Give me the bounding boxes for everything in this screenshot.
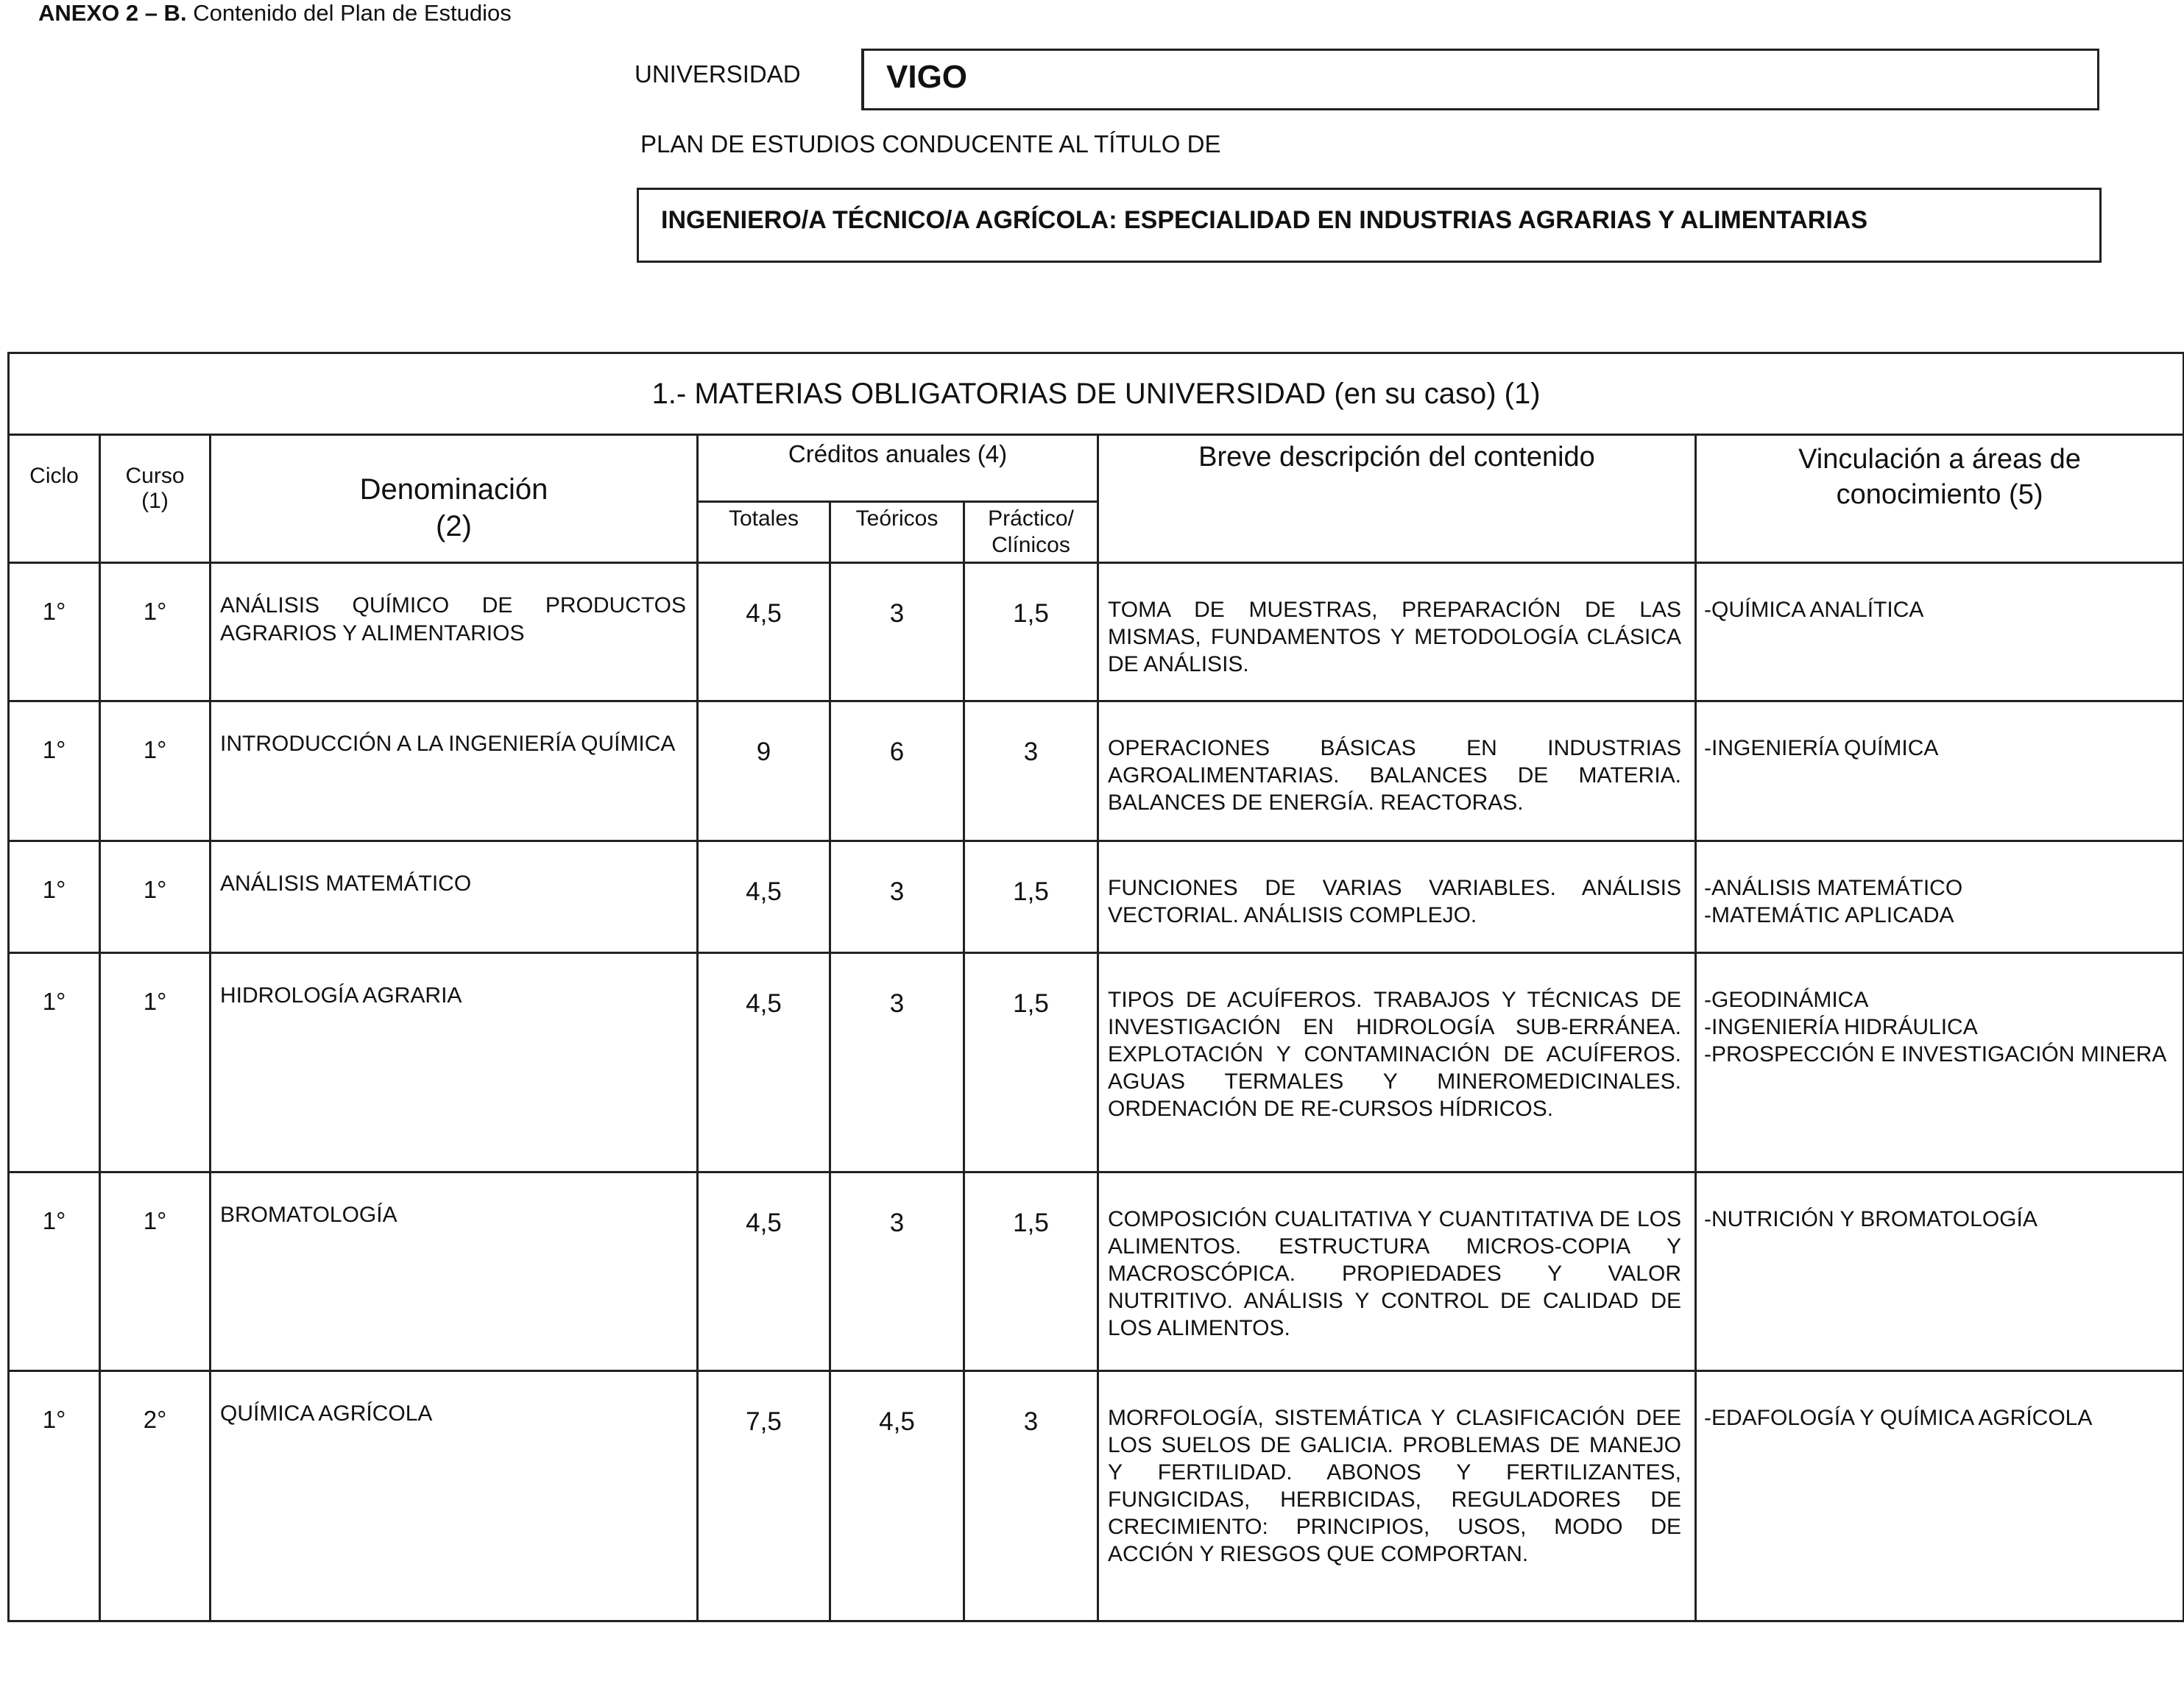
university-label: UNIVERSIDAD — [635, 60, 801, 88]
header-denominacion — [211, 435, 698, 563]
header-totales: Totales — [698, 502, 830, 563]
cell-curso: 1° — [100, 701, 211, 841]
header-curso-note: (1) — [141, 489, 169, 513]
header-curso-label: Curso — [125, 464, 185, 488]
header-ciclo-label: Ciclo — [29, 464, 79, 488]
cell-denominacion: ANÁLISIS MATEMÁTICO — [211, 841, 698, 953]
plan-label: PLAN DE ESTUDIOS CONDUCENTE AL TÍTULO DE — [640, 130, 1221, 158]
cell-practicos: 1,5 — [964, 953, 1098, 1172]
cell-curso: 1° — [100, 563, 211, 701]
cell-curso: 1° — [100, 1172, 211, 1371]
cell-areas — [1696, 701, 2184, 841]
cell-practicos: 1,5 — [964, 563, 1098, 701]
annex-label: ANEXO 2 – B. — [38, 0, 187, 26]
section-title: 1.- MATERIAS OBLIGATORIAS DE UNIVERSIDAD (en su caso) (1) — [9, 353, 2184, 435]
header-curso — [100, 435, 211, 563]
cell-practicos: 1,5 — [964, 1172, 1098, 1371]
cell-practicos: 1,5 — [964, 841, 1098, 953]
annex-text: Contenido del Plan de Estudios — [193, 0, 512, 26]
header-denominacion-note: (2) — [436, 510, 472, 542]
header-vinculacion — [1696, 435, 2184, 563]
cell-descripcion: TOMA DE MUESTRAS, PREPARACIÓN DE LAS MISMAS, FUNDAMENTOS Y METODOLOGÍA CLÁSICA DE ANÁLISIS. — [1098, 563, 1696, 701]
area-item: -QUÍMICA ANALÍTICA — [1704, 598, 1924, 622]
area-item: -EDAFOLOGÍA Y QUÍMICA AGRÍCOLA — [1704, 1406, 2093, 1430]
table-row — [9, 1172, 2184, 1371]
cell-curso: 1° — [100, 841, 211, 953]
table-row — [9, 701, 2184, 841]
cell-denominacion: ANÁLISIS QUÍMICO DE PRODUCTOS AGRARIOS Y ALIMENTARIOS — [211, 563, 698, 701]
area-item: -INGENIERÍA HIDRÁULICA — [1704, 1015, 1978, 1039]
header-denominacion-label: Denominación — [359, 473, 548, 506]
cell-practicos: 3 — [964, 701, 1098, 841]
degree-title: INGENIERO/A TÉCNICO/A AGRÍCOLA: ESPECIALIDAD EN INDUSTRIAS AGRARIAS Y ALIMENTARIAS — [637, 188, 2102, 263]
area-item: -MATEMÁTIC APLICADA — [1704, 903, 1954, 927]
cell-totales: 4,5 — [698, 953, 830, 1172]
header-clinicos-label: Clínicos — [992, 533, 1070, 557]
cell-descripcion: OPERACIONES BÁSICAS EN INDUSTRIAS AGROALIMENTARIAS. BALANCES DE MATERIA. BALANCES DE ENERGÍA. REACTORAS. — [1098, 701, 1696, 841]
cell-descripcion: TIPOS DE ACUÍFEROS. TRABAJOS Y TÉCNICAS DE INVESTIGACIÓN EN HIDROLOGÍA SUB-ERRÁNEA. EXPLOTACIÓN Y CONTAMINACIÓN DE ACUÍFEROS. AGUAS TERMALES Y MINEROMEDICINALES. ORDENACIÓN DE RE-CURSOS HÍDRICOS. — [1098, 953, 1696, 1172]
area-item: -PROSPECCIÓN E INVESTIGACIÓN MINERA — [1704, 1042, 2167, 1066]
area-item: -INGENIERÍA QUÍMICA — [1704, 736, 1939, 760]
cell-denominacion: INTRODUCCIÓN A LA INGENIERÍA QUÍMICA — [211, 701, 698, 841]
cell-teoricos: 3 — [830, 841, 964, 953]
cell-totales: 4,5 — [698, 1172, 830, 1371]
cell-teoricos: 3 — [830, 1172, 964, 1371]
cell-descripcion: COMPOSICIÓN CUALITATIVA Y CUANTITATIVA DE LOS ALIMENTOS. ESTRUCTURA MICROS-COPIA Y MACROSCÓPICA. PROPIEDADES Y VALOR NUTRITIVO. ANÁLISIS Y CONTROL DE CALIDAD DE LOS ALIMENTOS. — [1098, 1172, 1696, 1371]
table-row — [9, 953, 2184, 1172]
header-descripcion: Breve descripción del contenido — [1098, 435, 1696, 563]
cell-ciclo: 1° — [9, 841, 100, 953]
table-row — [9, 841, 2184, 953]
cell-practicos: 3 — [964, 1371, 1098, 1621]
cell-descripcion: FUNCIONES DE VARIAS VARIABLES. ANÁLISIS VECTORIAL. ANÁLISIS COMPLEJO. — [1098, 841, 1696, 953]
cell-totales: 9 — [698, 701, 830, 841]
cell-denominacion: QUÍMICA AGRÍCOLA — [211, 1371, 698, 1621]
table-row — [9, 1371, 2184, 1621]
cell-curso: 1° — [100, 953, 211, 1172]
cell-teoricos: 3 — [830, 953, 964, 1172]
cell-ciclo: 1° — [9, 953, 100, 1172]
header-practicos — [964, 502, 1098, 563]
cell-totales: 7,5 — [698, 1371, 830, 1621]
cell-areas — [1696, 1371, 2184, 1621]
header-creditos: Créditos anuales (4) — [698, 435, 1098, 502]
cell-teoricos: 4,5 — [830, 1371, 964, 1621]
cell-areas — [1696, 563, 2184, 701]
header-ciclo — [9, 435, 100, 563]
cell-denominacion: BROMATOLOGÍA — [211, 1172, 698, 1371]
cell-totales: 4,5 — [698, 563, 830, 701]
cell-ciclo: 1° — [9, 701, 100, 841]
cell-curso: 2° — [100, 1371, 211, 1621]
university-field: VIGO — [861, 49, 2099, 110]
cell-totales: 4,5 — [698, 841, 830, 953]
subjects-table — [7, 352, 2184, 1622]
header-vinculacion-label: Vinculación a áreas de — [1798, 444, 2081, 475]
cell-denominacion: HIDROLOGÍA AGRARIA — [211, 953, 698, 1172]
header-practicos-label: Práctico/ — [988, 506, 1074, 531]
cell-areas — [1696, 953, 2184, 1172]
cell-areas — [1696, 841, 2184, 953]
area-item: -ANÁLISIS MATEMÁTICO — [1704, 876, 1963, 900]
cell-ciclo: 1° — [9, 1371, 100, 1621]
header-teoricos: Teóricos — [830, 502, 964, 563]
area-item: -GEODINÁMICA — [1704, 988, 1869, 1012]
cell-teoricos: 6 — [830, 701, 964, 841]
header-vinculacion-label-2: conocimiento (5) — [1836, 479, 2043, 510]
table-row — [9, 563, 2184, 701]
cell-ciclo: 1° — [9, 1172, 100, 1371]
cell-areas — [1696, 1172, 2184, 1371]
page-header — [38, 0, 512, 26]
area-item: -NUTRICIÓN Y BROMATOLOGÍA — [1704, 1207, 2038, 1231]
cell-teoricos: 3 — [830, 563, 964, 701]
cell-descripcion: MORFOLOGÍA, SISTEMÁTICA Y CLASIFICACIÓN DEE LOS SUELOS DE GALICIA. PROBLEMAS DE MANEJO Y FERTILIDAD. ABONOS Y FERTILIZANTES, FUNGICIDAS, HERBICIDAS, REGULADORES DE CRECIMIENTO: PRINCIPIOS, USOS, MODO DE ACCIÓN Y RIESGOS QUE COMPORTAN. — [1098, 1371, 1696, 1621]
cell-ciclo: 1° — [9, 563, 100, 701]
